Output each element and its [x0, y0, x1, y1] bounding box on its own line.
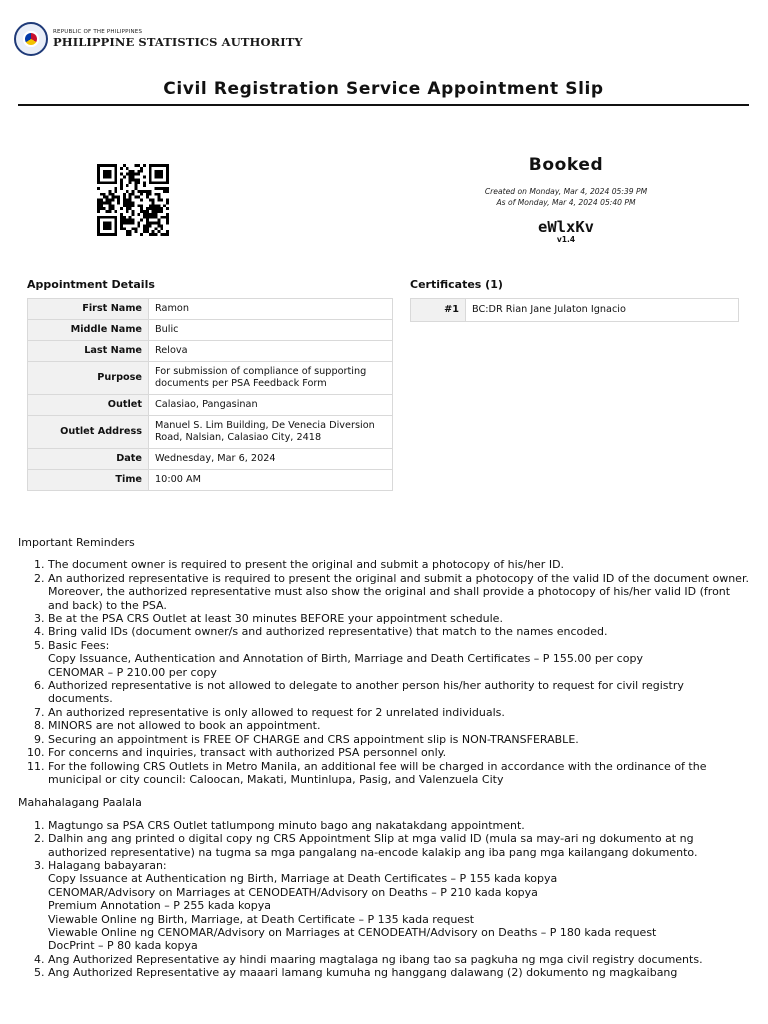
- appointment-detail-row: [28, 449, 393, 470]
- reminder-item: 1. Magtungo sa PSA CRS Outlet tatlumpong minuto bago ang nakatakdang appointment.: [48, 819, 750, 832]
- reminder-item: 11. For the following CRS Outlets in Metro Manila, an additional fee will be charged in accordance with the ordinance of the municipal or city council: Caloocan, Makati, Muntinlupa, Pasig, and Valenzuela City: [48, 760, 750, 787]
- field-label: Middle Name: [28, 320, 149, 341]
- field-label: Outlet: [28, 395, 149, 416]
- reminder-item: 2. An authorized representative is required to present the original and submit a photocopy of the valid ID of the document owner. Moreover, the authorized representative must also show the original and shall provide a photocopy of his/her valid ID (front and back) to the PSA.: [48, 572, 750, 612]
- status-label: Booked: [528, 155, 604, 175]
- title-divider: [18, 104, 749, 106]
- psa-seal-icon: [14, 22, 48, 56]
- appointment-detail-row: [28, 395, 393, 416]
- field-label: #1: [411, 299, 466, 322]
- field-label: Purpose: [28, 362, 149, 395]
- republic-text: REPUBLIC OF THE PHILIPPINES: [53, 28, 143, 35]
- reminder-item: 1. The document owner is required to present the original and submit a photocopy of his/her ID.: [48, 558, 750, 571]
- mahahalagang-paalala-list: [18, 819, 750, 980]
- reminder-item: 10. For concerns and inquiries, transact with authorized PSA personnel only.: [48, 746, 750, 759]
- mahahalagang-paalala-title: Mahahalagang Paalala: [18, 796, 142, 810]
- reference-code: eWlxKv: [538, 218, 594, 236]
- reminder-item: 6. Authorized representative is not allowed to delegate to another person his/her authority to request for civil registry documents.: [48, 679, 750, 706]
- reminder-item: 5. Basic Fees: Copy Issuance, Authentication and Annotation of Birth, Marriage and Death Certificates – P 155.00 per copy CENOMAR – P 210.00 per copy: [48, 639, 750, 679]
- reminder-item: 3. Halagang babayaran: Copy Issuance at Authentication ng Birth, Marriage at Death Certificates – P 155 kada kopya CENOMAR/Advisory on Marriages at CENODEATH/Advisory on Deaths – P 210 kada kopya Premium Annotation – P 255 kada kopya Viewable Online ng Birth, Marriage, at Death Certificate – P 135 kada request Viewable Online ng CENOMAR/Advisory on Marriages at CENODEATH/Advisory on Deaths – P 180 kada request DocPrint – P 80 kada kopya: [48, 859, 750, 953]
- field-label: Time: [28, 470, 149, 491]
- agency-header: [14, 16, 303, 62]
- reminders-section: [18, 536, 750, 990]
- field-value: Ramon: [149, 299, 393, 320]
- field-value: Manuel S. Lim Building, De Venecia Diversion Road, Nalsian, Calasiao City, 2418: [149, 416, 393, 449]
- appointment-detail-row: [28, 470, 393, 491]
- field-label: First Name: [28, 299, 149, 320]
- field-label: Outlet Address: [28, 416, 149, 449]
- booking-status: [420, 155, 712, 244]
- version-label: v1.4: [556, 235, 576, 244]
- page-title: Civil Registration Service Appointment Slip: [163, 79, 604, 99]
- field-value: Bulic: [149, 320, 393, 341]
- agency-name: PHILIPPINE STATISTICS AUTHORITY: [53, 35, 303, 49]
- important-reminders-title: Important Reminders: [18, 536, 135, 549]
- appointment-detail-row: [28, 416, 393, 449]
- certificate-row: [411, 299, 739, 322]
- reminder-item: 4. Ang Authorized Representative ay hindi maaring magtalaga ng ibang tao sa pagkuha ng mga civil registry documents.: [48, 953, 750, 966]
- reminder-item: 5. Ang Authorized Representative ay maaari lamang kumuha ng hanggang dalawang (2) dokumento ng magkaibang: [48, 966, 750, 979]
- reminder-item: 2. Dalhin ang ang printed o digital copy ng CRS Appointment Slip at mga valid ID (mula sa may-ari ng dokumento at ng authorized representative) na tugma sa mga pangalang na-encode kalakip ang iba pang mga kailangang dokumento.: [48, 832, 750, 859]
- appointment-detail-row: [28, 299, 393, 320]
- field-value: Wednesday, Mar 6, 2024: [149, 449, 393, 470]
- reminder-item: 7. An authorized representative is only allowed to request for 2 unrelated individuals.: [48, 706, 750, 719]
- field-label: Last Name: [28, 341, 149, 362]
- as-of-timestamp: As of Monday, Mar 4, 2024 05:40 PM: [496, 198, 636, 207]
- field-value: Relova: [149, 341, 393, 362]
- appointment-detail-row: [28, 362, 393, 395]
- field-label: Date: [28, 449, 149, 470]
- important-reminders-list: [18, 558, 750, 786]
- certificates-title: Certificates (1): [410, 278, 503, 291]
- appointment-detail-row: [28, 320, 393, 341]
- appointment-details-title: Appointment Details: [27, 278, 155, 291]
- field-value: Calasiao, Pangasinan: [149, 395, 393, 416]
- reminder-item: 4. Bring valid IDs (document owner/s and authorized representative) that match to the names encoded.: [48, 625, 750, 638]
- certificates-table: [410, 298, 739, 322]
- created-timestamp: Created on Monday, Mar 4, 2024 05:39 PM: [484, 187, 648, 196]
- reminder-item: 8. MINORS are not allowed to book an appointment.: [48, 719, 750, 732]
- field-value: For submission of compliance of supporting documents per PSA Feedback Form: [149, 362, 393, 395]
- field-value: 10:00 AM: [149, 470, 393, 491]
- appointment-details-table: [27, 298, 393, 491]
- appointment-detail-row: [28, 341, 393, 362]
- qr-code-icon: [95, 164, 171, 236]
- reminder-item: 9. Securing an appointment is FREE OF CHARGE and CRS appointment slip is NON-TRANSFERABLE.: [48, 733, 750, 746]
- agency-wordmark: [53, 30, 303, 49]
- field-value: BC:DR Rian Jane Julaton Ignacio: [466, 299, 739, 322]
- reminder-item: 3. Be at the PSA CRS Outlet at least 30 minutes BEFORE your appointment schedule.: [48, 612, 750, 625]
